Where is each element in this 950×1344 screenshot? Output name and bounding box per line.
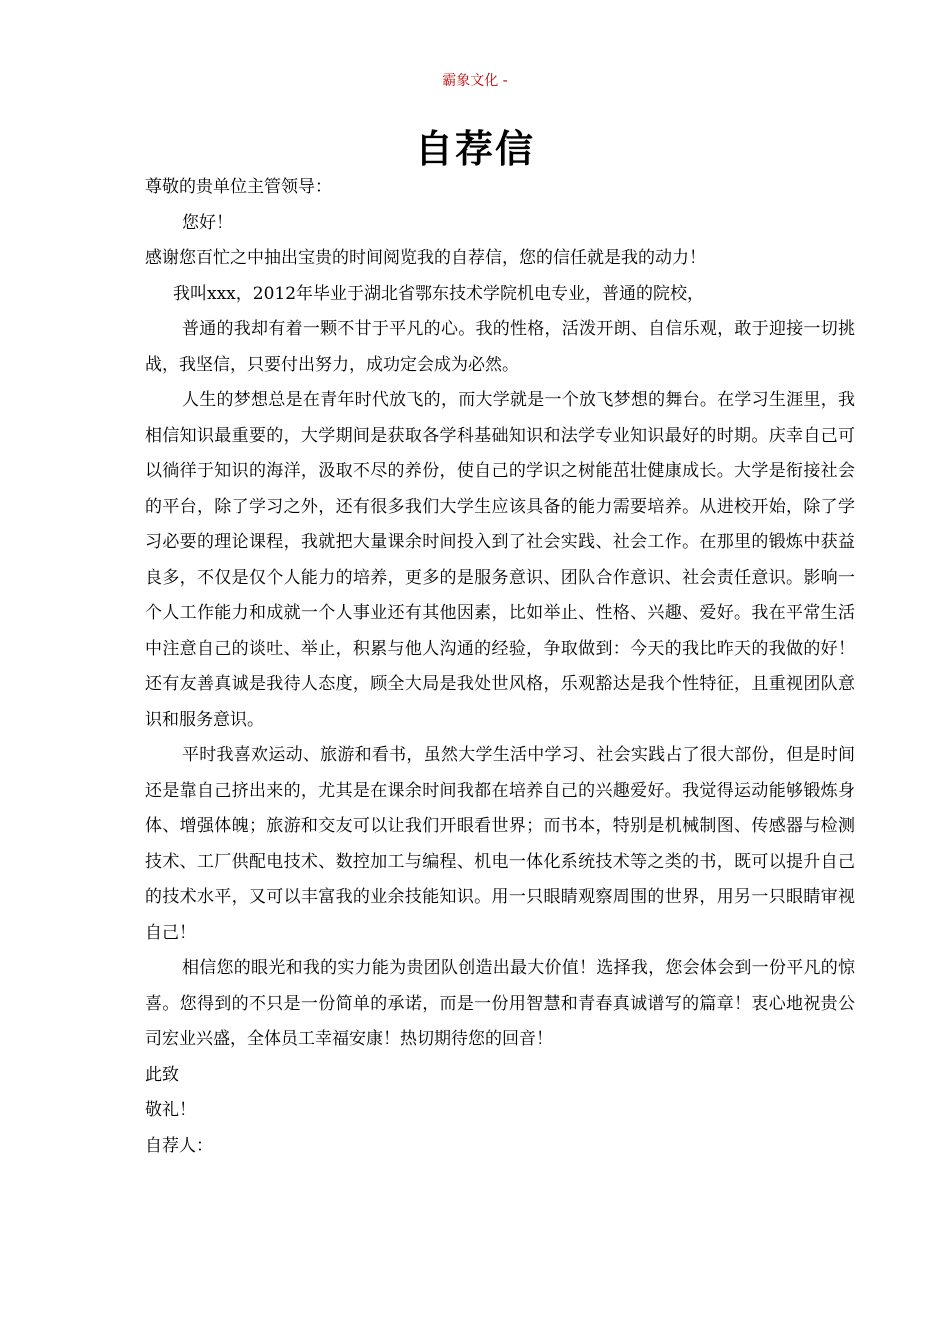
paragraph-closing-wish: 相信您的眼光和我的实力能为贵团队创造出最大价值！选择我，您会体会到一份平凡的惊喜。您得到的不只是一份简单的承诺，而是一份用智慧和青春真诚谱写的篇章！衷心地祝贵公司宏业兴盛，全体员工幸福安康！热切期待您的回音！ (145, 958, 855, 1049)
intro-first-line: 我叫xxx，2012年毕业于湖北省鄂东技术学院机电专业，普通的院校， (173, 283, 705, 304)
closing-jing-li: 敬礼！ (145, 1100, 196, 1120)
salutation: 尊敬的贵单位主管领导： (145, 177, 332, 197)
intro-paragraph: 普通的我却有着一颗不甘于平凡的心。我的性格，活泼开朗、自信乐观，敢于迎接一切挑战，我坚信，只要付出努力，成功定会成为必然。 (145, 319, 855, 375)
thanks-line: 感谢您百忙之中抽出宝贵的时间阅览我的自荐信，您的信任就是我的动力！ (145, 248, 706, 268)
closing-ci-zhi: 此致 (145, 1064, 179, 1085)
greeting: 您好！ (182, 212, 233, 233)
letter-body (145, 170, 855, 1164)
signature-label: 自荐人： (145, 1135, 213, 1156)
document-title: 自荐信 (414, 127, 535, 171)
page-header: 霸象文化 - (442, 73, 508, 89)
paragraph-dreams: 人生的梦想总是在青年时代放飞的，而大学就是一个放飞梦想的舞台。在学习生涯里，我相信知识最重要的，大学期间是获取各学科基础知识和法学专业知识最好的时期。庆幸自己可以徜徉于知识的海洋，汲取不尽的养份，使自己的学识之树能茁壮健康成长。大学是衔接社会的平台，除了学习之外，还有很多我们大学生应该具备的能力需要培养。从进校开始，除了学习必要的理论课程，我就把大量课余时间投入到了社会实践、社会工作。在那里的锻炼中获益良多，不仅是仅个人能力的培养，更多的是服务意识、团队合作意识、社会责任意识。影响一个人工作能力和成就一个人事业还有其他因素，比如举止、性格、兴趣、爱好。我在平常生活中注意自己的谈吐、举止，积累与他人沟通的经验，争取做到：今天的我比昨天的我做的好！还有友善真诚是我待人态度，顾全大局是我处世风格，乐观豁达是我个性特征，且重视团队意识和服务意识。 (145, 390, 855, 730)
paragraph-hobbies: 平时我喜欢运动、旅游和看书，虽然大学生活中学习、社会实践占了很大部份，但是时间还是靠自己挤出来的，尤其是在课余时间我都在培养自己的兴趣爱好。我觉得运动能够锻炼身体、增强体魄；旅游和交友可以让我们开眼看世界；而书本，特别是机械制图、传感器与检测技术、工厂供配电技术、数控加工与编程、机电一体化系统技术等之类的书，既可以提升自己的技术水平，又可以丰富我的业余技能知识。用一只眼睛观察周围的世界，用另一只眼睛审视自己！ (145, 745, 855, 943)
